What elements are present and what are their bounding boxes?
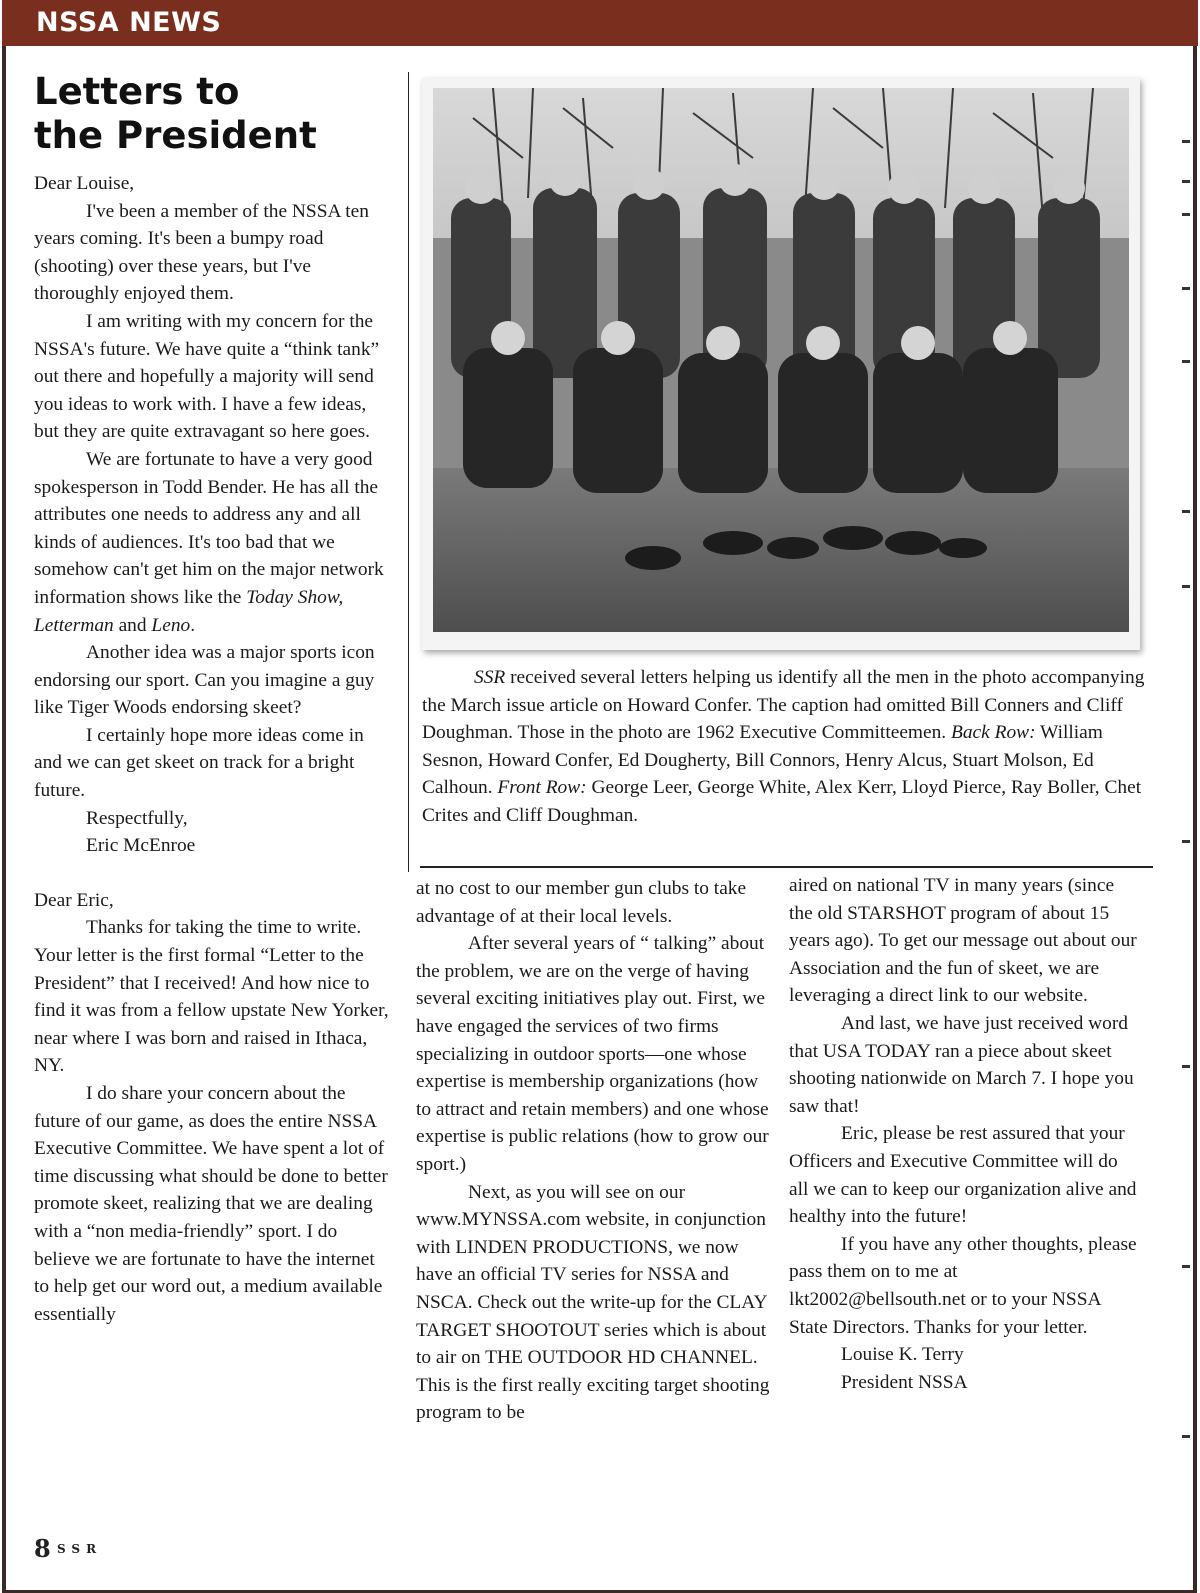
magazine-name: SSR	[57, 1542, 103, 1556]
letter1-paragraph: I am writing with my concern for the NSSA's future. We have quite a “think tank” out there and hopefully a majority will send you ideas to work with. I have a few ideas, but they are quite extravagant so here goes.	[34, 310, 380, 443]
page-border-left	[2, 46, 6, 1593]
section-header-bar	[2, 0, 1198, 46]
letter2-paragraph: I do share your concern about the future of our game, as does the entire NSSA Executive Committee. We have spent a lot of time discussing what should be done to better promote skeet, realizing that we are dealing with a “non media-friendly” sport. I do believe we are fortunate to have the internet to help get our word out, a medium available essentially	[34, 1083, 388, 1325]
letter2-signature: Louise K. Terry	[841, 1344, 964, 1366]
headline-line-2: the President	[34, 114, 317, 157]
column-1	[34, 170, 392, 1328]
show-name: Leno	[151, 614, 191, 636]
edge-mark	[1182, 1435, 1190, 1438]
front-row-names: George Leer, George White, Alex Kerr, Lloyd Pierce, Ray Boller, Chet Crites and Cliff Doughman.	[422, 777, 1142, 826]
letter1-paragraph	[34, 446, 392, 639]
page-border-right	[1193, 46, 1197, 1593]
letter1-paragraph: I certainly hope more ideas come in and we can get skeet on track for a bright future.	[34, 724, 364, 802]
column-divider	[408, 72, 409, 872]
letter2-salutation: Dear Eric,	[34, 889, 114, 911]
letter1-paragraph: Another idea was a major sports icon endorsing our sport. Can you imagine a guy like Tiger Woods endorsing skeet?	[34, 642, 375, 719]
edge-mark	[1182, 510, 1190, 513]
back-row-names: William Sesnon, Howard Confer, Ed Dougherty, Bill Connors, Henry Alcus, Stuart Molson, Ed Calhoun.	[422, 722, 1103, 799]
letter2-title: President NSSA	[841, 1371, 968, 1393]
headline-line-1: Letters to	[34, 70, 240, 113]
edge-mark	[1182, 585, 1190, 588]
edge-mark	[1182, 180, 1190, 183]
column-3	[789, 872, 1139, 1396]
back-row-label: Back Row:	[951, 722, 1036, 744]
edge-mark	[1182, 1065, 1190, 1068]
paragraph-text: We are fortunate to have a very good spokesperson in Todd Bender. He has all the attributes one needs to address any and all kinds of audiences. It's too bad that we somehow can't get him on the major network information shows like the	[34, 448, 384, 608]
edge-mark	[1182, 287, 1190, 290]
caption-intro: received several letters helping us identify all the men in the photo accompanying the March issue article on Howard Confer. The caption had omitted Bill Conners and Cliff Doughman. Those in the photo are 1962 Executive Committeemen.	[422, 667, 1145, 744]
letter1-closing: Respectfully,	[86, 807, 188, 829]
punctuation: .	[190, 614, 196, 636]
letter2-paragraph: Eric, please be rest assured that your Officers and Executive Committee will do all we can to keep our organization alive and healthy into the future!	[789, 1123, 1137, 1228]
page-number: 8	[34, 1534, 51, 1563]
edge-mark	[1182, 140, 1190, 143]
photo-frame	[422, 78, 1140, 650]
group-photo-illustration	[433, 88, 1129, 632]
letter2-paragraph: And last, we have just received word that USA TODAY ran a piece about skeet shooting nationwide on March 7. I hope you saw that!	[789, 1012, 1134, 1117]
photo-caption	[422, 664, 1154, 830]
section-label: NSSA NEWS	[36, 7, 222, 38]
letter2-paragraph: If you have any other thoughts, please pass them on to me at lkt2002@bellsouth.net or to your NSSA State Directors. Thanks for your letter.	[789, 1233, 1137, 1338]
letter2-paragraph: at no cost to our member gun clubs to take advantage of at their local levels.	[416, 878, 747, 927]
letter2-paragraph: Next, as you will see on our www.MYNSSA.com website, in conjunction with LINDEN PRODUCTIONS, we now have an official TV series for NSSA and NSCA. Check out the write-up for the CLAY TARGET SHOOTOUT series which is about to air on THE OUTDOOR HD CHANNEL. This is the first really exciting target shooting program to be	[416, 1181, 770, 1424]
letter2-paragraph: After several years of “ talking” about the problem, we are on the verge of having several exciting initiatives play out. First, we have engaged the services of two firms specializing in outdoor sports—one whose expertise is membership organizations (how to attract and retain members) and one whose expertise is public relations (how to grow our sport.)	[416, 933, 769, 1175]
edge-mark	[1182, 840, 1190, 843]
letter2-paragraph: Thanks for taking the time to write. Your letter is the first formal “Letter to the President” that I received! And how nice to find it was from a fellow upstate New Yorker, near where I was born and raised in Ithaca, NY.	[34, 917, 389, 1077]
letter1-signature: Eric McEnroe	[86, 835, 196, 857]
letter1-salutation: Dear Louise,	[34, 173, 135, 194]
caption-paragraph	[422, 664, 1154, 830]
edge-mark	[1182, 213, 1190, 216]
column-2	[416, 875, 774, 1427]
edge-mark	[1182, 1265, 1190, 1268]
letter2-paragraph: aired on national TV in many years (since the old STARSHOT program of about 15 years ago). To get our message out about our Association and the fun of skeet, we are leveraging a direct link to our website.	[789, 875, 1137, 1007]
front-row-label: Front Row:	[497, 777, 587, 799]
caption-divider	[420, 866, 1153, 868]
publication-name: SSR	[474, 667, 506, 688]
show-names: Today Show, Letterman	[34, 586, 344, 636]
edge-mark	[1182, 360, 1190, 363]
article-headline	[34, 70, 317, 158]
letter1-paragraph: I've been a member of the NSSA ten years coming. It's been a bumpy road (shooting) over these years, but I've thoroughly enjoyed them.	[34, 200, 369, 305]
group-photo	[433, 88, 1129, 632]
conjunction: and	[113, 614, 152, 636]
